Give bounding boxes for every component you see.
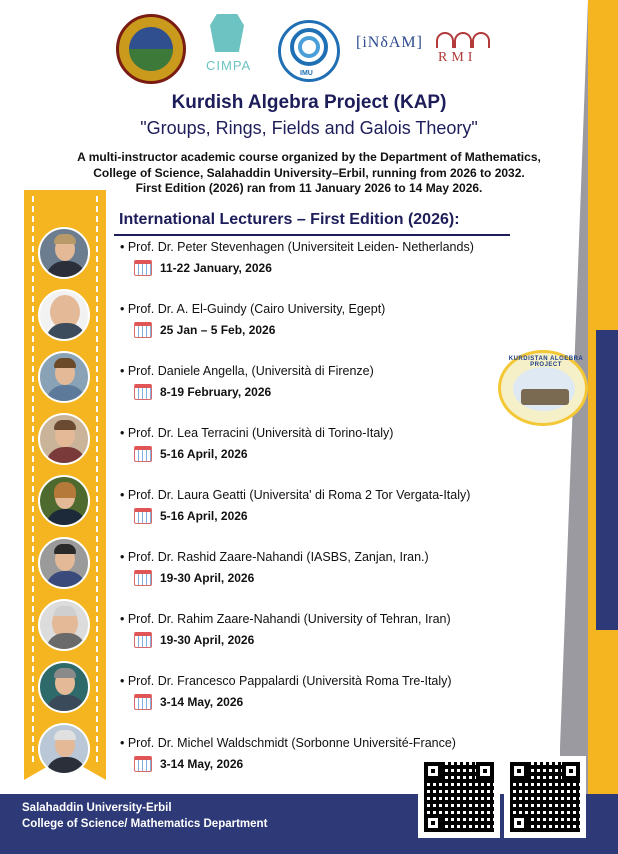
indam-logo: [iNδAM] (356, 34, 423, 51)
rmi-logo (434, 28, 494, 68)
lecturer-entry (120, 488, 530, 524)
footer-university: Salahaddin University-Erbil (22, 802, 172, 814)
avatar-el-guindy (38, 289, 90, 341)
imu-logo (272, 14, 346, 88)
lecturer-dates: 8-19 February, 2026 (160, 385, 272, 399)
calendar-icon (134, 756, 152, 772)
right-stripe-navy (596, 330, 618, 630)
lecturer-dates: 19-30 April, 2026 (160, 633, 255, 647)
lecturer-name: • Prof. Dr. A. El-Guindy (Cairo University, Egept) (120, 302, 386, 316)
lecturer-entry (120, 550, 530, 586)
lecturer-name: • Prof. Dr. Peter Stevenhagen (Universiteit Leiden- Netherlands) (120, 240, 474, 254)
lecturer-dates: 19-30 April, 2026 (160, 571, 255, 585)
calendar-icon (134, 508, 152, 524)
qr-code-2[interactable] (504, 756, 586, 838)
badge-text: KURDISTAN ALGEBRA PROJECT (508, 356, 584, 368)
avatar-rashid-zaare-nahandi (38, 537, 90, 589)
kurdistan-algebra-project-badge (498, 350, 588, 426)
qr-code-1[interactable] (418, 756, 500, 838)
lecturer-name: • Prof. Dr. Francesco Pappalardi (Università Roma Tre-Italy) (120, 674, 452, 688)
lecturer-dates: 25 Jan – 5 Feb, 2026 (160, 323, 276, 337)
lecturer-dates: 5-16 April, 2026 (160, 447, 248, 461)
page-subtitle: "Groups, Rings, Fields and Galois Theory" (140, 118, 478, 138)
rmi-logo-text: RMI (438, 50, 477, 65)
lecturer-dates: 3-14 May, 2026 (160, 757, 244, 771)
calendar-icon (134, 322, 152, 338)
lecturer-entry (120, 674, 530, 710)
calendar-icon (134, 632, 152, 648)
lecturer-entry (120, 612, 530, 648)
calendar-icon (134, 384, 152, 400)
lecturer-dates: 5-16 April, 2026 (160, 509, 248, 523)
description-line: First Edition (2026) ran from 11 January 2026 to 14 May 2026. (135, 181, 483, 195)
description-line: College of Science, Salahaddin University–Erbil, running from 2026 to 2032. (93, 165, 525, 180)
lecturer-entry (120, 364, 530, 400)
avatar-daniele-angella (38, 351, 90, 403)
calendar-icon (134, 260, 152, 276)
calendar-icon (134, 694, 152, 710)
cimpa-logo-text: CIMPA (206, 58, 252, 73)
avatar-michel-waldschmidt (38, 723, 90, 775)
logo-row (116, 14, 506, 86)
calendar-icon (134, 570, 152, 586)
section-heading: International Lecturers – First Edition (2026): (119, 211, 460, 228)
lecturer-entry (120, 240, 530, 276)
lecturer-name: • Prof. Dr. Rahim Zaare-Nahandi (University of Tehran, Iran) (120, 612, 451, 626)
lecturer-name: • Prof. Dr. Michel Waldschmidt (Sorbonne Université-France) (120, 736, 456, 750)
imu-logo-text: IMU (300, 70, 313, 77)
footer-department: College of Science/ Mathematics Department (22, 818, 268, 830)
cimpa-logo (206, 14, 252, 76)
page-title: Kurdish Algebra Project (KAP) (171, 92, 447, 113)
qr-code-icon (424, 762, 494, 832)
qr-code-icon (510, 762, 580, 832)
lecturer-name: • Prof. Daniele Angella, (Università di Firenze) (120, 364, 374, 378)
calendar-icon (134, 446, 152, 462)
avatar-lea-terracini (38, 413, 90, 465)
salahaddin-university-logo (116, 14, 186, 84)
lecturer-name: • Prof. Dr. Rashid Zaare-Nahandi (IASBS, Zanjan, Iran.) (120, 550, 429, 564)
lecturer-entry (120, 302, 530, 338)
avatar-laura-geatti (38, 475, 90, 527)
avatar-rahim-zaare-nahandi (38, 599, 90, 651)
lecturer-dates: 3-14 May, 2026 (160, 695, 244, 709)
lecturer-name: • Prof. Dr. Lea Terracini (Università di Torino-Italy) (120, 426, 394, 440)
lecturer-entry (120, 426, 530, 462)
avatar-peter-stevenhagen (38, 227, 90, 279)
avatar-francesco-pappalardi (38, 661, 90, 713)
lecturer-name: • Prof. Dr. Laura Geatti (Universita' di Roma 2 Tor Vergata-Italy) (120, 488, 471, 502)
description (56, 150, 562, 197)
lecturer-dates: 11-22 January, 2026 (160, 261, 272, 275)
section-divider (114, 234, 510, 236)
description-line: A multi-instructor academic course organized by the Department of Mathematics, (77, 150, 541, 164)
